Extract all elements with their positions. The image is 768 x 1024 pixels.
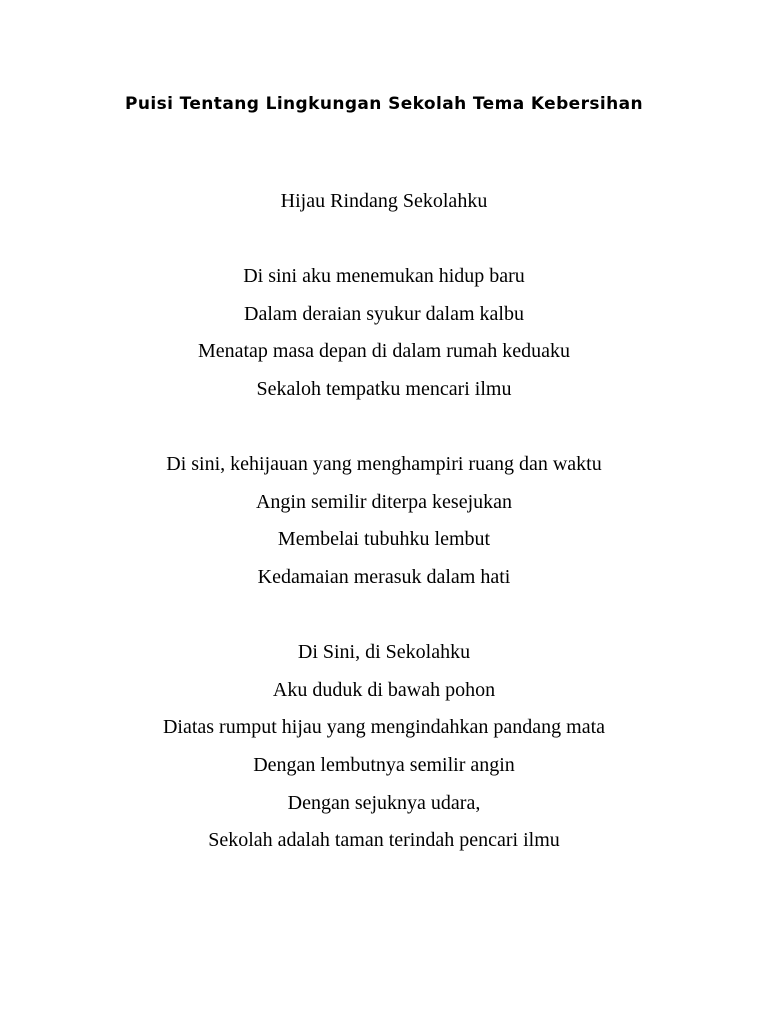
- poem-line: Di Sini, di Sekolahku: [297, 641, 471, 664]
- poem-line: Dalam deraian syukur dalam kalbu: [244, 302, 524, 325]
- document-heading: Puisi Tentang Lingkungan Sekolah Tema Kebersihan: [124, 94, 644, 114]
- poem-line: Angin semilir diterpa kesejukan: [255, 490, 513, 513]
- stanza-3: [0, 634, 768, 860]
- poem-line: Sekolah adalah taman terindah pencari ilmu: [208, 829, 560, 852]
- poem-line: Sekaloh tempatku mencari ilmu: [256, 377, 512, 400]
- poem-line: Dengan sejuknya udara,: [287, 791, 481, 814]
- poem-line: Aku duduk di bawah pohon: [272, 678, 496, 701]
- stanza-2: [0, 446, 768, 596]
- poem-line: Kedamaian merasuk dalam hati: [257, 565, 511, 588]
- poem-line: Di sini aku menemukan hidup baru: [243, 265, 525, 288]
- poem-line: Diatas rumput hijau yang mengindahkan pandang mata: [162, 716, 606, 739]
- poem-line: Menatap masa depan di dalam rumah keduaku: [197, 340, 571, 363]
- poem: [0, 183, 768, 897]
- poem-line: Membelai tubuhku lembut: [277, 528, 491, 551]
- poem-line: Dengan lembutnya semilir angin: [253, 753, 515, 776]
- poem-title: Hijau Rindang Sekolahku: [280, 190, 488, 212]
- stanza-1: [0, 258, 768, 408]
- poem-line: Di sini, kehijauan yang menghampiri ruang dan waktu: [166, 453, 602, 476]
